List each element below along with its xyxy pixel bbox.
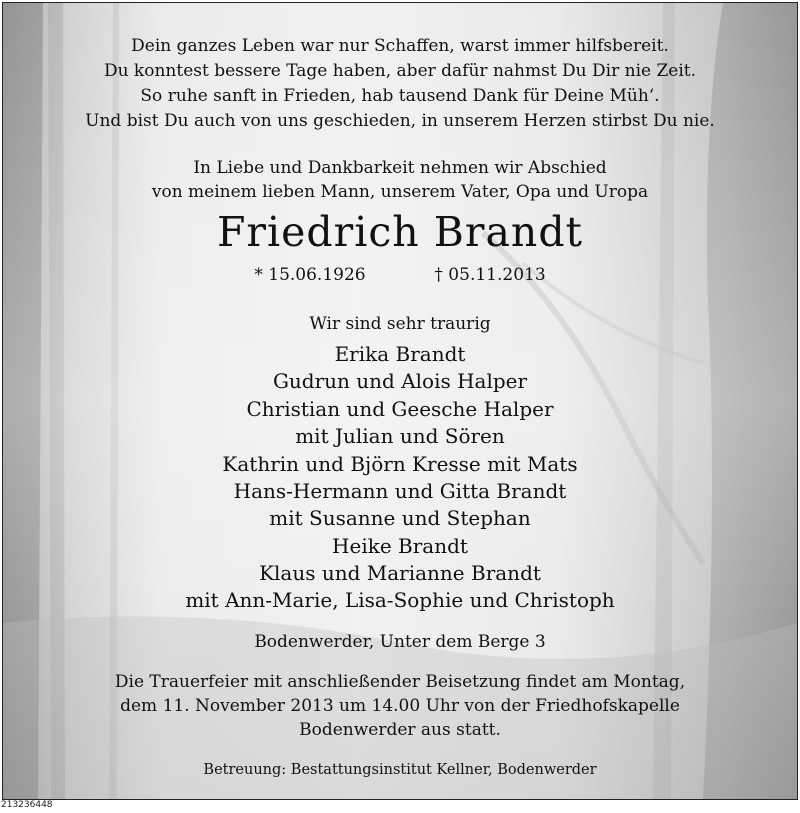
mourners-intro: Wir sind sehr traurig bbox=[309, 314, 491, 334]
funeral-line: Die Trauerfeier mit anschließender Beisetzung findet am Montag, bbox=[114, 672, 686, 692]
death-date: † 05.11.2013 bbox=[434, 265, 546, 285]
deceased-name: Friedrich Brandt bbox=[216, 208, 584, 256]
obituary-notice bbox=[2, 2, 798, 800]
funeral-home-credit: Betreuung: Bestattungsinstitut Kellner, Bodenwerder bbox=[203, 762, 597, 778]
poem-line: Und bist Du auch von uns geschieden, in unserem Herzen stirbst Du nie. bbox=[85, 111, 715, 131]
mourner-line: Christian und Geesche Halper bbox=[246, 397, 554, 421]
birth-date: * 15.06.1926 bbox=[254, 265, 366, 285]
mourner-line: Heike Brandt bbox=[332, 534, 468, 558]
mourner-line: Gudrun und Alois Halper bbox=[272, 369, 528, 393]
intro-line: von meinem lieben Mann, unserem Vater, Opa und Uropa bbox=[151, 182, 649, 202]
address: Bodenwerder, Unter dem Berge 3 bbox=[254, 632, 546, 652]
poem-line: So ruhe sanft in Frieden, hab tausend Dank für Deine Müh‘. bbox=[140, 86, 660, 106]
reference-number: 213236448 bbox=[1, 800, 53, 810]
poem-line: Dein ganzes Leben war nur Schaffen, warst immer hilfsbereit. bbox=[131, 36, 669, 56]
intro-line: In Liebe und Dankbarkeit nehmen wir Abschied bbox=[193, 158, 607, 178]
mourner-line: Erika Brandt bbox=[334, 342, 466, 366]
mourner-line: mit Ann-Marie, Lisa-Sophie und Christoph bbox=[185, 588, 615, 612]
mourner-line: mit Julian und Sören bbox=[295, 424, 505, 448]
life-dates bbox=[3, 265, 797, 285]
funeral-line: dem 11. November 2013 um 14.00 Uhr von der Friedhofskapelle bbox=[120, 696, 680, 716]
mourner-line: mit Susanne und Stephan bbox=[269, 506, 531, 530]
funeral-line: Bodenwerder aus statt. bbox=[299, 720, 501, 740]
mourner-line: Hans-Hermann und Gitta Brandt bbox=[233, 479, 567, 503]
mourner-line: Kathrin und Björn Kresse mit Mats bbox=[222, 452, 578, 476]
poem-line: Du konntest bessere Tage haben, aber dafür nahmst Du Dir nie Zeit. bbox=[103, 61, 697, 81]
mourner-line: Klaus und Marianne Brandt bbox=[259, 561, 541, 585]
